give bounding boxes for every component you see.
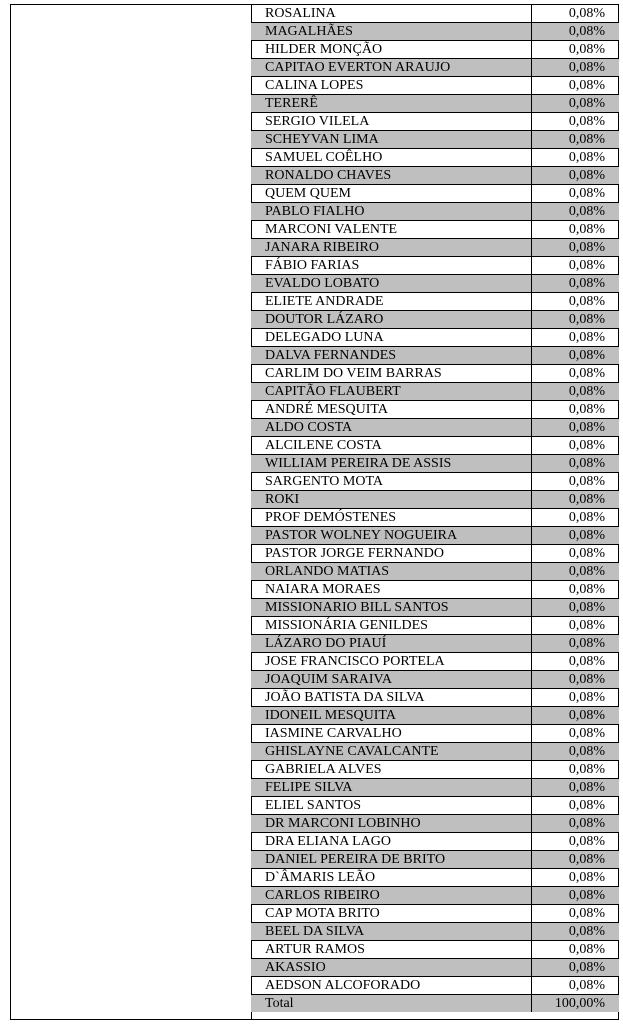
table-row (251, 293, 619, 311)
table-row (251, 5, 619, 23)
percentage-cell: 0,08% (531, 743, 619, 761)
table-row (251, 437, 619, 455)
total-row (251, 995, 619, 1013)
percentage-cell: 0,08% (531, 563, 619, 581)
results-table-body (251, 5, 619, 1012)
table-row (251, 95, 619, 113)
table-row (251, 959, 619, 977)
table-row (251, 509, 619, 527)
candidate-name-cell: FÁBIO FARIAS (251, 257, 531, 275)
candidate-name-cell: DOUTOR LÁZARO (251, 311, 531, 329)
percentage-cell: 0,08% (531, 797, 619, 815)
percentage-cell: 0,08% (531, 959, 619, 977)
total-label-cell: Total (251, 995, 531, 1013)
percentage-cell: 0,08% (531, 473, 619, 491)
candidate-name-cell: CAPITAO EVERTON ARAUJO (251, 59, 531, 77)
percentage-cell: 0,08% (531, 779, 619, 797)
candidate-name-cell: ORLANDO MATIAS (251, 563, 531, 581)
table-row (251, 77, 619, 95)
candidate-name-cell: ROSALINA (251, 5, 531, 23)
candidate-name-cell: SCHEYVAN LIMA (251, 131, 531, 149)
candidate-name-cell: ANDRÉ MESQUITA (251, 401, 531, 419)
percentage-cell: 0,08% (531, 833, 619, 851)
candidate-name-cell: MAGALHÃES (251, 23, 531, 41)
table-row (251, 365, 619, 383)
table-row (251, 815, 619, 833)
percentage-cell: 0,08% (531, 689, 619, 707)
candidate-name-cell: MISSIONÁRIA GENILDES (251, 617, 531, 635)
percentage-cell: 0,08% (531, 815, 619, 833)
table-row (251, 329, 619, 347)
candidate-name-cell: DR MARCONI LOBINHO (251, 815, 531, 833)
candidate-name-cell: WILLIAM PEREIRA DE ASSIS (251, 455, 531, 473)
table-row (251, 59, 619, 77)
percentage-cell: 0,08% (531, 851, 619, 869)
table-row (251, 401, 619, 419)
percentage-cell: 0,08% (531, 599, 619, 617)
candidate-name-cell: SAMUEL COÊLHO (251, 149, 531, 167)
percentage-cell: 0,08% (531, 635, 619, 653)
table-row (251, 185, 619, 203)
table-row (251, 221, 619, 239)
table-row (251, 779, 619, 797)
percentage-cell: 0,08% (531, 545, 619, 563)
percentage-cell: 0,08% (531, 329, 619, 347)
table-row (251, 599, 619, 617)
candidate-name-cell: CARLOS RIBEIRO (251, 887, 531, 905)
percentage-cell: 0,08% (531, 113, 619, 131)
percentage-cell: 0,08% (531, 257, 619, 275)
percentage-cell: 0,08% (531, 581, 619, 599)
percentage-cell: 0,08% (531, 509, 619, 527)
percentage-cell: 0,08% (531, 905, 619, 923)
table-row (251, 383, 619, 401)
candidate-name-cell: JOÃO BATISTA DA SILVA (251, 689, 531, 707)
candidate-name-cell: IASMINE CARVALHO (251, 725, 531, 743)
percentage-cell: 0,08% (531, 95, 619, 113)
table-row (251, 725, 619, 743)
table-row (251, 923, 619, 941)
percentage-cell: 0,08% (531, 167, 619, 185)
candidate-name-cell: PASTOR JORGE FERNANDO (251, 545, 531, 563)
candidate-name-cell: GHISLAYNE CAVALCANTE (251, 743, 531, 761)
candidate-name-cell: BEEL DA SILVA (251, 923, 531, 941)
percentage-cell: 0,08% (531, 707, 619, 725)
percentage-cell: 0,08% (531, 761, 619, 779)
candidate-name-cell: CARLIM DO VEIM BARRAS (251, 365, 531, 383)
percentage-cell: 0,08% (531, 185, 619, 203)
table-row (251, 473, 619, 491)
table-row (251, 851, 619, 869)
candidate-name-cell: ELIEL SANTOS (251, 797, 531, 815)
percentage-cell: 0,08% (531, 527, 619, 545)
percentage-cell: 0,08% (531, 347, 619, 365)
candidate-name-cell: ALDO COSTA (251, 419, 531, 437)
table-row (251, 113, 619, 131)
table-row (251, 887, 619, 905)
percentage-cell: 0,08% (531, 419, 619, 437)
percentage-cell: 0,08% (531, 131, 619, 149)
percentage-cell: 0,08% (531, 455, 619, 473)
candidate-name-cell: DELEGADO LUNA (251, 329, 531, 347)
table-row (251, 257, 619, 275)
table-row (251, 761, 619, 779)
percentage-cell: 0,08% (531, 887, 619, 905)
table-row (251, 833, 619, 851)
candidate-name-cell: CAP MOTA BRITO (251, 905, 531, 923)
candidate-name-cell: PASTOR WOLNEY NOGUEIRA (251, 527, 531, 545)
percentage-cell: 0,08% (531, 977, 619, 995)
table-row (251, 689, 619, 707)
total-percentage-cell: 100,00% (531, 995, 619, 1013)
candidate-name-cell: FELIPE SILVA (251, 779, 531, 797)
percentage-cell: 0,08% (531, 401, 619, 419)
candidate-name-cell: D`ÂMARIS LEÃO (251, 869, 531, 887)
percentage-cell: 0,08% (531, 869, 619, 887)
percentage-cell: 0,08% (531, 221, 619, 239)
table-row (251, 311, 619, 329)
percentage-cell: 0,08% (531, 725, 619, 743)
candidate-name-cell: CALINA LOPES (251, 77, 531, 95)
candidate-name-cell: ROKI (251, 491, 531, 509)
percentage-cell: 0,08% (531, 941, 619, 959)
table-row (251, 581, 619, 599)
percentage-cell: 0,08% (531, 77, 619, 95)
candidate-name-cell: QUEM QUEM (251, 185, 531, 203)
percentage-cell: 0,08% (531, 41, 619, 59)
candidate-name-cell: SARGENTO MOTA (251, 473, 531, 491)
percentage-cell: 0,08% (531, 617, 619, 635)
candidate-name-cell: PABLO FIALHO (251, 203, 531, 221)
candidate-name-cell: LÁZARO DO PIAUÍ (251, 635, 531, 653)
table-row (251, 149, 619, 167)
percentage-cell: 0,08% (531, 203, 619, 221)
percentage-cell: 0,08% (531, 275, 619, 293)
candidate-name-cell: AKASSIO (251, 959, 531, 977)
table-row (251, 707, 619, 725)
table-row (251, 977, 619, 995)
table-row (251, 527, 619, 545)
table-row (251, 167, 619, 185)
percentage-cell: 0,08% (531, 293, 619, 311)
table-row (251, 905, 619, 923)
candidate-name-cell: SERGIO VILELA (251, 113, 531, 131)
candidate-name-cell: JOAQUIM SARAIVA (251, 671, 531, 689)
table-row (251, 203, 619, 221)
percentage-cell: 0,08% (531, 653, 619, 671)
percentage-cell: 0,08% (531, 383, 619, 401)
candidate-name-cell: GABRIELA ALVES (251, 761, 531, 779)
candidate-name-cell: ELIETE ANDRADE (251, 293, 531, 311)
candidate-name-cell: RONALDO CHAVES (251, 167, 531, 185)
candidate-name-cell: AEDSON ALCOFORADO (251, 977, 531, 995)
candidate-name-cell: HILDER MONÇÃO (251, 41, 531, 59)
spreadsheet-page (10, 4, 619, 1020)
table-row (251, 491, 619, 509)
percentage-cell: 0,08% (531, 437, 619, 455)
percentage-cell: 0,08% (531, 491, 619, 509)
candidate-name-cell: JANARA RIBEIRO (251, 239, 531, 257)
table-row (251, 671, 619, 689)
table-row (251, 41, 619, 59)
candidate-name-cell: ARTUR RAMOS (251, 941, 531, 959)
percentage-cell: 0,08% (531, 149, 619, 167)
candidate-name-cell: NAIARA MORAES (251, 581, 531, 599)
candidate-name-cell: TERERÊ (251, 95, 531, 113)
table-row (251, 869, 619, 887)
table-row (251, 797, 619, 815)
candidate-name-cell: DRA ELIANA LAGO (251, 833, 531, 851)
table-row (251, 23, 619, 41)
candidate-name-cell: EVALDO LOBATO (251, 275, 531, 293)
table-row (251, 347, 619, 365)
candidate-name-cell: DALVA FERNANDES (251, 347, 531, 365)
results-table (251, 5, 619, 1012)
table-row (251, 419, 619, 437)
table-row (251, 545, 619, 563)
percentage-cell: 0,08% (531, 59, 619, 77)
candidate-name-cell: PROF DEMÓSTENES (251, 509, 531, 527)
table-row (251, 455, 619, 473)
table-row (251, 635, 619, 653)
table-row (251, 239, 619, 257)
percentage-cell: 0,08% (531, 5, 619, 23)
table-row (251, 131, 619, 149)
table-row (251, 941, 619, 959)
percentage-cell: 0,08% (531, 23, 619, 41)
candidate-name-cell: MARCONI VALENTE (251, 221, 531, 239)
table-row (251, 275, 619, 293)
table-row (251, 743, 619, 761)
candidate-name-cell: ALCILENE COSTA (251, 437, 531, 455)
empty-left-column (11, 5, 252, 1019)
table-row (251, 563, 619, 581)
percentage-cell: 0,08% (531, 239, 619, 257)
candidate-name-cell: JOSE FRANCISCO PORTELA (251, 653, 531, 671)
percentage-cell: 0,08% (531, 311, 619, 329)
percentage-cell: 0,08% (531, 671, 619, 689)
candidate-name-cell: CAPITÃO FLAUBERT (251, 383, 531, 401)
candidate-name-cell: DANIEL PEREIRA DE BRITO (251, 851, 531, 869)
percentage-cell: 0,08% (531, 923, 619, 941)
candidate-name-cell: IDONEIL MESQUITA (251, 707, 531, 725)
percentage-cell: 0,08% (531, 365, 619, 383)
candidate-name-cell: MISSIONARIO BILL SANTOS (251, 599, 531, 617)
table-row (251, 617, 619, 635)
table-row (251, 653, 619, 671)
